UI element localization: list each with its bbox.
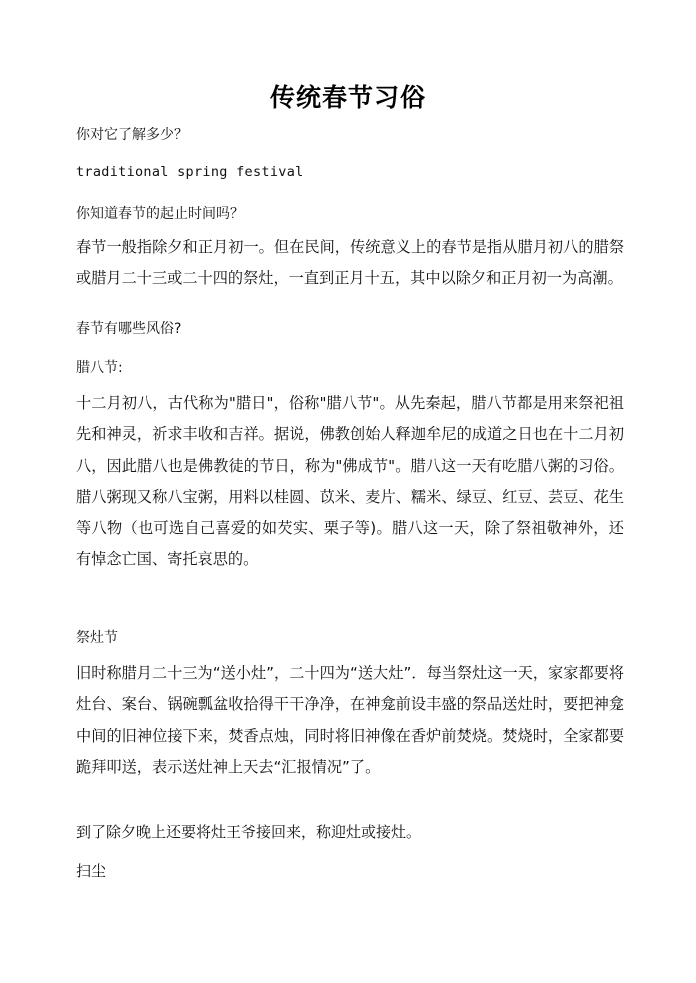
paragraph-laba-festival: 十二月初八，古代称为"腊日"，俗称"腊八节"。从先秦起，腊八节都是用来祭祀祖先和神灵，祈求丰收和吉祥。据说，佛教创始人释迦牟尼的成道之日也在十二月初八，因此腊八也是佛教徒的节日，称为"佛成节"。腊八这一天有吃腊八粥的习俗。腊八粥现又称八宝粥，用料以桂圆、苡米、麦片、糯米、绿豆、红豆、芸豆、花生等八物（也可选自己喜爱的如芡实、栗子等)。腊八这一天，除了祭祖敬神外，还有悼念亡国、寄托哀思的。 — [76, 394, 624, 569]
english-subtitle: traditional spring festival — [76, 164, 304, 180]
line-new-year-eve-welcome: 到了除夕晚上还要将灶王爷接回来，称迎灶或接灶。 — [76, 823, 422, 841]
document-title: 传统春节习俗 — [269, 83, 426, 112]
question-dates: 你知道春节的起止时间吗？ — [76, 206, 244, 222]
heading-kitchen-god-festival: 祭灶节 — [76, 630, 118, 646]
question-understand: 你对它了解多少？ — [76, 127, 188, 143]
question-customs: 春节有哪些风俗? — [76, 321, 182, 337]
heading-sweeping-dust: 扫尘 — [76, 862, 107, 880]
paragraph-spring-festival-period: 春节一般指除夕和正月初一。但在民间，传统意义上的春节是指从腊月初八的腊祭或腊月二十三或二十四的祭灶，一直到正月十五，其中以除夕和正月初一为高潮。 — [76, 238, 624, 288]
heading-laba-festival: 腊八节: — [76, 360, 123, 376]
paragraph-kitchen-god-festival: 旧时称腊月二十三为“送小灶”，二十四为“送大灶”．每当祭灶这一天，家家都要将灶台、案台、锅碗瓢盆收拾得干干净净，在神龛前设丰盛的祭品送灶时，要把神龛中间的旧神位接下来，焚香点烛，同时将旧神像在香炉前焚烧。焚烧时，全家都要跪拜叩送，表示送灶神上天去“汇报情况”了。 — [76, 664, 624, 776]
